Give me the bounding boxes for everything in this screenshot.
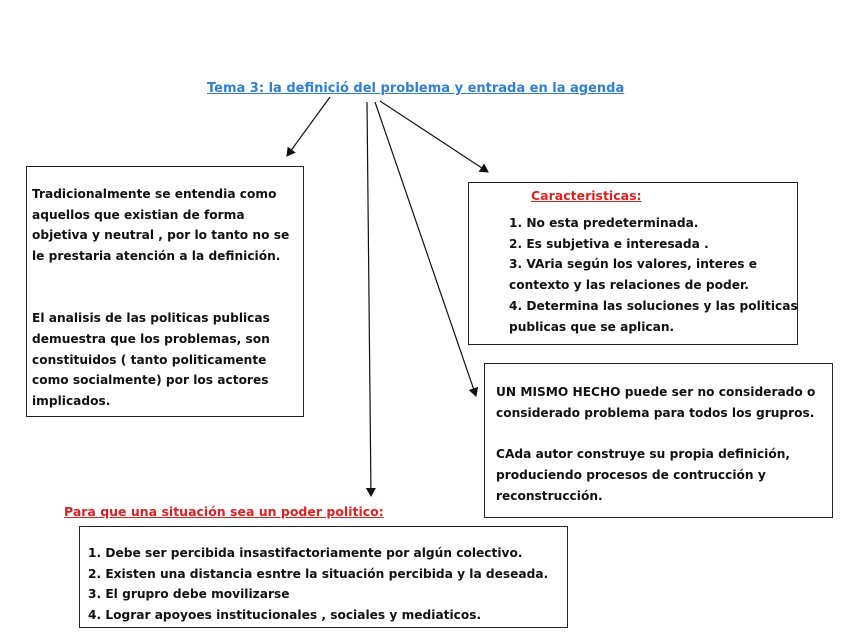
left-box-line: El analisis de las politicas publicas	[32, 311, 270, 326]
condition-item: 3. El grupro debe movilizarse	[88, 587, 290, 602]
diagram-title: Tema 3: la definició del problema y entrada en la agenda	[207, 81, 625, 96]
arrow-to-same-fact-box	[375, 102, 476, 396]
condition-item: 1. Debe ser percibida insastifactoriamente por algún colectivo.	[88, 546, 523, 560]
left-box-line: como socialmente) por los actores	[32, 373, 269, 388]
characteristic-item: 2. Es subjetiva e interesada .	[509, 236, 709, 251]
characteristic-item: 3. VAria según los valores, interes e	[509, 257, 758, 272]
arrow-to-left-box	[287, 97, 330, 156]
characteristic-item: 1. No esta predeterminada.	[509, 216, 699, 230]
middle-box-line: reconstrucción.	[496, 488, 603, 503]
characteristic-item: publicas que se aplican.	[509, 319, 675, 334]
characteristic-item: 4. Determina las soluciones y las politicas	[509, 298, 798, 313]
left-box-line: demuestra que los problemas, son	[32, 331, 270, 346]
characteristic-item: contexto y las relaciones de poder.	[509, 278, 749, 293]
middle-box-line: considerado problema para todos los grupros.	[496, 405, 815, 420]
left-box-line: objetiva y neutral , por lo tanto no se	[32, 228, 290, 243]
characteristics-heading: Caracteristicas:	[531, 188, 642, 203]
conditions-heading: Para que una situación sea un poder politico:	[64, 504, 384, 519]
middle-box-line: CAda autor construye su propia definición,	[496, 447, 791, 462]
condition-item: 2. Existen una distancia esntre la situación percibida y la deseada.	[88, 566, 549, 581]
middle-box-line: produciendo procesos de contrucción y	[496, 467, 766, 482]
arrow-to-conditions	[367, 102, 371, 496]
condition-item: 4. Lograr apoyoes institucionales , sociales y mediaticos.	[88, 608, 482, 623]
left-box-line: aquellos que existian de forma	[32, 207, 245, 222]
arrow-to-characteristics	[380, 101, 488, 172]
middle-box-line: UN MISMO HECHO puede ser no considerado o	[496, 385, 816, 399]
left-box-line: le prestaria atención a la definición.	[32, 249, 281, 264]
left-box-line: constituidos ( tanto politicamente	[32, 352, 267, 367]
left-box-line: Tradicionalmente se entendia como	[32, 187, 277, 201]
left-box-line: implicados.	[32, 394, 111, 408]
